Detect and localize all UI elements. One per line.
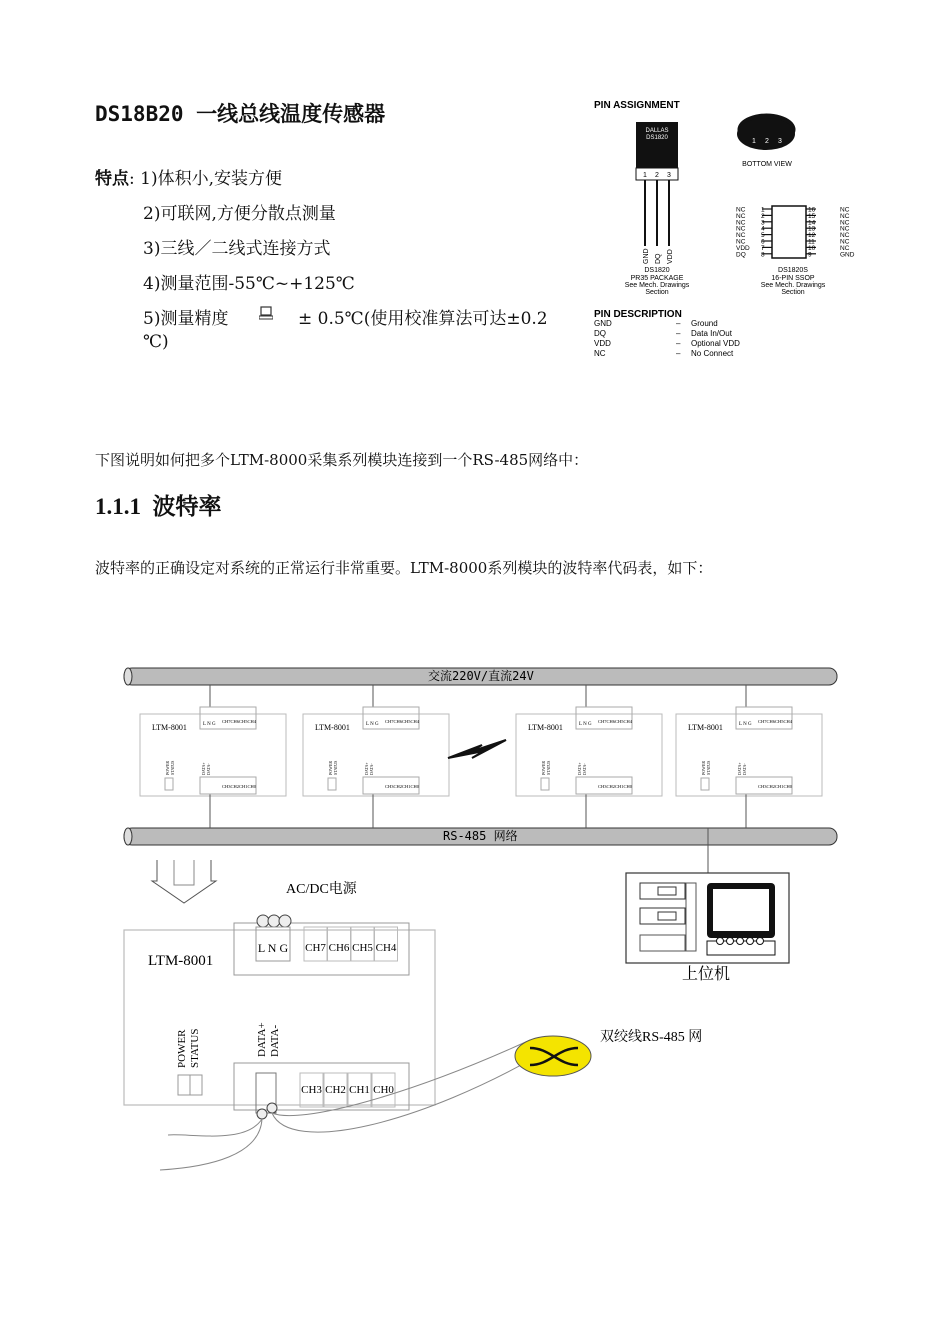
host-side-panel [686, 883, 696, 951]
mini-ch-bottom: CH1 [775, 784, 784, 789]
network-diagram [110, 655, 855, 1185]
ssop-pin-number: 5 [761, 232, 765, 240]
big-ch-top [304, 927, 398, 961]
mini-data-minus: DATA- [582, 763, 587, 775]
host-drive-bay [640, 883, 685, 899]
ssop-pin-number: 15 [808, 212, 816, 220]
pin-description-table [594, 319, 740, 358]
ssop-body [772, 206, 806, 258]
page-title: DS18B20 一线总线温度传感器 [95, 102, 386, 126]
mini-led [328, 778, 336, 790]
baud-paragraph: 波特率的正确设定对系统的正常运行非常重要。LTM-8000系列模块的波特率代码表，如下： [95, 559, 713, 577]
ssop-pin-number: 9 [808, 251, 812, 259]
host-drive-slot [658, 912, 676, 920]
mini-module-name: LTM-8001 [528, 723, 563, 732]
mini-module [303, 685, 449, 828]
mini-power: POWER [701, 761, 706, 775]
big-ch-top: CH7 [305, 942, 326, 954]
pin-number: 1 [643, 172, 647, 179]
mini-ch-bottom: CH1 [402, 784, 411, 789]
mini-module [676, 685, 822, 828]
ssop-caption: Section [781, 289, 805, 296]
terminal-icon [257, 915, 269, 927]
mini-led [165, 778, 173, 790]
pin-desc-pin: VDD [594, 339, 611, 348]
feature-item-3: 3)三线／二线式连接方式 [143, 239, 331, 259]
twisted-pair-label: 双绞线RS-485 网 [600, 1030, 703, 1045]
feature-item-5-value: ± 0.5℃(使用校准算法可达±0.2 [298, 309, 548, 329]
ssop-pin-number: 14 [808, 219, 816, 227]
mini-ch-top: CH7 [385, 719, 394, 724]
ssop-caption: 16-PIN SSOP [771, 275, 815, 282]
led-indicator [178, 1075, 190, 1095]
to92-caption: Section [645, 289, 669, 296]
pin-assignment-figure [590, 96, 890, 366]
features-label: 特点 [95, 169, 129, 189]
ssop-pin-name: NC [840, 225, 850, 233]
leg-label: VDD [667, 249, 674, 264]
mini-data-plus: DATA+ [577, 762, 582, 775]
host-button [747, 938, 754, 945]
section-heading [95, 488, 222, 521]
bottom-pin: 2 [765, 138, 769, 145]
terminal-icon [268, 915, 280, 927]
ssop-pin-name: NC [736, 206, 746, 214]
rs485-bus-label: RS-485 网络 [443, 829, 518, 843]
monitor-screen [713, 889, 769, 931]
bottom-pin: 1 [752, 138, 756, 145]
ssop-pin-name: NC [736, 219, 746, 227]
mini-power: POWER [165, 761, 170, 775]
mini-data-minus: DATA- [369, 763, 374, 775]
mini-ch-bottom: CH0 [623, 784, 633, 789]
mini-modules [140, 685, 822, 828]
mini-power: POWER [541, 761, 546, 775]
lng-label: L N G [257, 941, 289, 955]
ssop-pin-name: NC [840, 212, 850, 220]
mini-ch-bottom: CH0 [247, 784, 257, 789]
mini-module-name: LTM-8001 [688, 723, 723, 732]
mini-ch-bottom: CH2 [606, 784, 616, 789]
mini-ch-bottom: CH3 [385, 784, 394, 789]
mini-module-name: LTM-8001 [152, 723, 187, 732]
mini-ch-top: CH4 [623, 719, 633, 724]
ssop-pin-number: 1 [761, 206, 765, 214]
data-plus-label: DATA+ [256, 1022, 268, 1057]
mini-ch-bottom: CH0 [410, 784, 420, 789]
mini-data-plus: DATA+ [737, 762, 742, 775]
feature-item-5-cont: ℃) [143, 332, 169, 352]
bottom-pin: 3 [778, 138, 782, 145]
terminal-icon [267, 1103, 277, 1113]
mini-status: STATUS [170, 760, 175, 775]
arrow-stem [174, 860, 194, 885]
ssop-pin-name: NC [840, 232, 850, 240]
pin-desc-pin: DQ [594, 329, 606, 338]
chip-text-2: DS1820 [646, 135, 668, 141]
pin-number: 3 [667, 172, 671, 179]
ssop-pin-name: VDD [736, 244, 750, 252]
power-bus-end [124, 668, 132, 685]
big-ch-bottom: CH0 [373, 1084, 394, 1096]
ssop-pin-name: GND [840, 251, 855, 259]
mini-power: POWER [328, 761, 333, 775]
big-ch-bottom: CH3 [301, 1084, 322, 1096]
features-sep: : [129, 169, 135, 189]
mini-ch-top: CH6 [766, 719, 776, 724]
features-line-1 [95, 164, 282, 189]
pin-desc-pin: GND [594, 319, 612, 328]
bottom-view-label: BOTTOM VIEW [742, 161, 792, 168]
mini-ch-bottom: CH3 [758, 784, 767, 789]
feature-item-4: 4)测量范围-55℃~+125℃ [143, 274, 355, 294]
ssop-pin-number: 11 [808, 238, 815, 246]
host-button [757, 938, 764, 945]
host-drive-slot [658, 887, 676, 895]
mini-ch-top: CH5 [615, 719, 624, 724]
ssop-pin-name: NC [736, 238, 746, 246]
mini-ch-top: CH7 [758, 719, 767, 724]
section-number: 1.1.1 [95, 494, 141, 519]
pin-description-heading: PIN DESCRIPTION [594, 309, 682, 320]
to92-caption: See Mech. Drawings [624, 282, 690, 289]
terminal-icon [279, 915, 291, 927]
ssop-pin-name: NC [736, 232, 746, 240]
ssop-pin-number: 3 [761, 219, 765, 227]
ssop-pin-name: NC [840, 244, 850, 252]
mini-ch-bottom: CH3 [598, 784, 607, 789]
to92-caption: DS1820 [644, 267, 670, 274]
mini-ch-top: CH5 [775, 719, 784, 724]
big-ch-top: CH4 [375, 942, 397, 954]
twisted-wire [160, 1119, 262, 1170]
mini-data-minus: DATA- [206, 763, 211, 775]
big-ch-bottom [300, 1073, 395, 1107]
ssop-pin-name: NC [736, 212, 746, 220]
mini-module [516, 685, 662, 828]
mini-ch-bottom: CH3 [222, 784, 231, 789]
mini-ch-bottom: CH1 [239, 784, 248, 789]
host-panel [640, 935, 685, 951]
pin-desc-text: Data In/Out [691, 329, 732, 338]
mini-ch-top: CH4 [247, 719, 257, 724]
mini-ch-top: CH4 [410, 719, 420, 724]
host-button [717, 938, 724, 945]
ssop-pin-number: 13 [808, 225, 816, 233]
feature-item-2: 2)可联网,方便分散点测量 [143, 204, 336, 224]
ssop-pin-name: NC [736, 225, 746, 233]
mini-data-plus: DATA+ [201, 762, 206, 775]
pin-desc-text: No Connect [691, 349, 734, 358]
twisted-wire [272, 1040, 530, 1116]
pin-desc-pin: NC [594, 349, 606, 358]
mini-status: STATUS [706, 760, 711, 775]
ssop-pin-number: 10 [808, 244, 816, 252]
big-ch-top: CH5 [352, 942, 373, 954]
mini-data-plus: DATA+ [364, 762, 369, 775]
ssop-pin-name: NC [840, 219, 850, 227]
mini-status: STATUS [333, 760, 338, 775]
pin-desc-dash: – [676, 339, 681, 348]
mini-status: STATUS [546, 760, 551, 775]
ssop-pin-number: 4 [761, 225, 765, 233]
mini-module-name: LTM-8001 [315, 723, 350, 732]
mini-ch-top: CH6 [230, 719, 240, 724]
pin-desc-dash: – [676, 329, 681, 338]
ssop-pin-number: 6 [761, 238, 765, 246]
mini-ch-top: CH4 [783, 719, 793, 724]
power-label: POWER [176, 1029, 188, 1068]
host-label: 上位机 [681, 966, 731, 983]
mini-ch-top: CH5 [402, 719, 411, 724]
ssop-caption: DS1820S [778, 267, 808, 274]
mini-ch-top: CH7 [598, 719, 607, 724]
mini-ch-bottom: CH2 [766, 784, 776, 789]
pin-desc-text: Ground [691, 319, 718, 328]
pin-desc-text: Optional VDD [691, 339, 740, 348]
mini-ch-bottom: CH1 [615, 784, 624, 789]
ssop-pin-name: NC [840, 206, 850, 214]
mini-data-minus: DATA- [742, 763, 747, 775]
feature-item-5: 5)测量精度 [143, 309, 229, 329]
mini-ch-top: CH6 [393, 719, 403, 724]
ssop-pin-number: 8 [761, 251, 765, 259]
feature-item-1: 1)体积小,安装方便 [140, 169, 282, 189]
mini-lng: L N G [579, 722, 592, 727]
led-indicator [190, 1075, 202, 1095]
rs485-bus-end [124, 828, 132, 845]
big-module-name: LTM-8001 [148, 953, 214, 969]
pin-desc-dash: – [676, 349, 681, 358]
terminal-icon [257, 1109, 267, 1119]
power-bus-label: 交流220V/直流24V [428, 669, 534, 683]
host-button [737, 938, 744, 945]
acdc-label: AC/DC电源 [286, 882, 357, 897]
arrow-down-icon [152, 860, 216, 903]
wireless-link-icon [448, 740, 506, 758]
mini-ch-top: CH7 [222, 719, 231, 724]
bottom-view-body [737, 118, 795, 150]
mini-lng: L N G [739, 722, 752, 727]
big-ch-bottom: CH1 [349, 1084, 370, 1096]
ssop-pin-name: DQ [736, 251, 746, 259]
pin-number: 2 [655, 172, 659, 179]
status-label: STATUS [189, 1028, 201, 1068]
mini-lng: L N G [366, 722, 379, 727]
mini-module [140, 685, 286, 828]
big-ch-bottom: CH2 [325, 1084, 346, 1096]
intro-line: 下图说明如何把多个LTM-8000采集系列模块连接到一个RS-485网络中： [95, 451, 589, 469]
host-drive-bay [640, 908, 685, 924]
pin-assignment-heading: PIN ASSIGNMENT [594, 100, 680, 111]
ssop-pin-number: 16 [808, 206, 816, 214]
ssop-pin-name: NC [840, 238, 850, 246]
pin-desc-dash: – [676, 319, 681, 328]
leg-label: DQ [655, 253, 662, 264]
ssop-pin-number: 12 [808, 232, 816, 240]
mini-led [701, 778, 709, 790]
mini-ch-top: CH6 [606, 719, 616, 724]
ssop-pin-number: 2 [761, 212, 765, 220]
mini-lng: L N G [203, 722, 216, 727]
mini-ch-top: CH5 [239, 719, 248, 724]
ssop-pin-number: 7 [761, 244, 765, 252]
mini-ch-bottom: CH2 [230, 784, 240, 789]
host-button [727, 938, 734, 945]
leg-label: GND [643, 248, 650, 264]
to92-caption: PR35 PACKAGE [630, 275, 684, 282]
data-minus-label: DATA- [269, 1024, 281, 1057]
mini-ch-bottom: CH0 [783, 784, 793, 789]
mini-ch-bottom: CH2 [393, 784, 403, 789]
mini-led [541, 778, 549, 790]
twisted-wire [168, 1119, 262, 1136]
section-title: 波特率 [152, 494, 222, 519]
big-ch-top: CH6 [328, 942, 350, 954]
computer-icon [259, 305, 273, 317]
ssop-caption: See Mech. Drawings [760, 282, 826, 289]
chip-text-1: DALLAS [645, 128, 669, 134]
